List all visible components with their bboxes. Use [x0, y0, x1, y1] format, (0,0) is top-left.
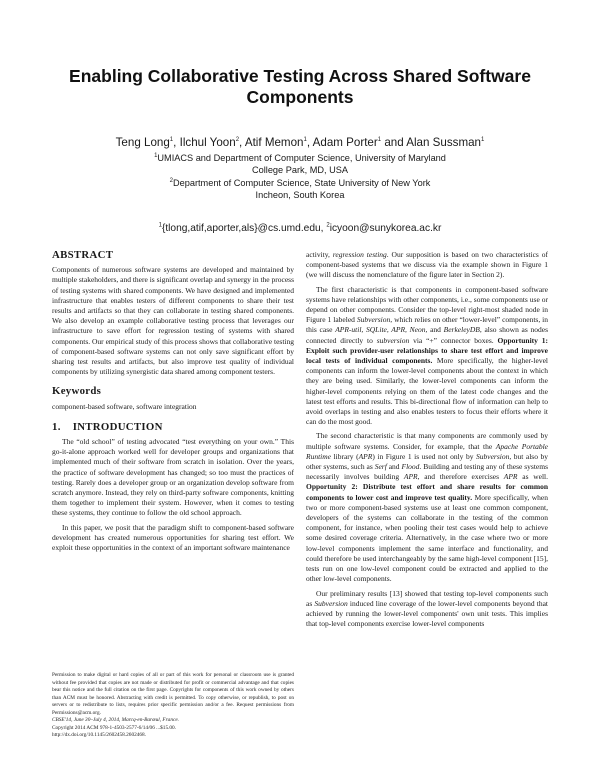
body-paragraph	[306, 250, 548, 281]
body-paragraph	[306, 285, 548, 428]
opportunity-1-statement: Opportunity 1: Exploit such provider-user relationships to share test effort and improve local tests of individual components.	[306, 335, 549, 366]
affiliation-line: Department of Computer Science, State University of New York	[172, 178, 431, 188]
text-run: , but also by other systems, such as	[306, 451, 548, 472]
text-run: , and therefore exercises	[417, 472, 500, 482]
text-run: The second characteristic is that many components are commonly used by multiple software systems. Consider, for example, that the	[306, 431, 548, 451]
text-run: and	[388, 462, 400, 472]
copyright-footnote	[52, 672, 294, 740]
text-run: induced line coverage of the lower-level components beyond that achieved by running the lower-level components' own unit tests. This implies that top-level components exercise lower-level components	[306, 598, 549, 629]
text-run: . Our supposition is based on two characteristics of component-based systems that we discuss via the example shown in Figure 1 (we will discuss the nomenclature of the figure later in Section 2).	[306, 250, 548, 280]
email-superscript: 2	[326, 222, 330, 229]
text-run: and	[430, 325, 441, 335]
author-superscript: 2	[235, 137, 240, 144]
affiliation-2	[60, 178, 540, 201]
text-run: Our preliminary results [13] showed that testing top-level components such as	[306, 588, 548, 608]
text-run-italic: APR-util, SQLite, APR, Neon,	[335, 325, 428, 335]
affiliation-line: UMIACS and Department of Computer Science, University of Maryland	[157, 153, 446, 163]
text-run: via “+” connector boxes.	[413, 335, 494, 345]
author-superscript: 1	[303, 137, 307, 144]
text-run: activity,	[306, 250, 330, 259]
text-run: , which relies on other “lower-level” components, in this case	[306, 315, 548, 335]
keywords-heading: Keywords	[52, 385, 102, 398]
intro-paragraph: The “old school” of testing advocated “test everything on your own.” This go-it-alone approach worked well for developer groups and organizations that implemented much of their software from scratch in isolation. Over the years, the practice of software development has changed; so too must the practices of testing. Rarely does a developer group or an organization develop software from scratch anymore. Instead, they rely on third-party software components, knitting them together to implement their system. However, when it comes to testing these systems, they continue to follow the old school approach.	[52, 437, 294, 518]
paper-title: Enabling Collaborative Testing Across Shared Software Components	[69, 66, 531, 107]
text-run-italic: Subversion	[356, 315, 391, 325]
affiliation-line: Incheon, South Korea	[255, 189, 345, 200]
email-link[interactable]: {tlong,atif,aporter,als}@cs.umd.edu,	[161, 223, 324, 234]
affiliation-1	[60, 153, 540, 176]
text-run: The first characteristic is that components in component-based software systems have relationships with other components, i.e., some components use or depend on other components. Consider the top-level right-most shaded node in Figure 1 labeled	[306, 284, 548, 325]
text-run: . Building and testing any of these systems necessarily involves building	[306, 462, 549, 482]
author-superscript: 1	[169, 137, 174, 144]
permission-notice: Permission to make digital or hard copies of all or part of this work for personal or classroom use is granted without fee provided that copies are not made or distributed for profit or commercial advantage and that copies bear this notice and the full citation on the first page. Copyrights for components of this work owned by others than ACM must be honored. Abstracting with credit is permitted. To copy otherwise, or republish, to post on servers or to redistribute to lists, requires prior specific permission and/or a fee. Request permissions from Permissions@acm.org.	[52, 672, 294, 716]
text-run: More specifically, the higher-level components can inform the lower-level components about the context in which they are being used. Similarly, the lower-level components can inform the higher-level components relying on them of the latest code changes and the latest test efforts and results. This bi-directional flow of information can help to avoid overlaps in testing and also enables testers to focus their efforts where it can do the most good.	[306, 356, 549, 427]
affiliation-superscript: 1	[154, 152, 158, 159]
author-list: Teng Long$^1$, Ilchul Yoon$^2$, Atif Memon$^1$, Adam Porter$^1$ and Alan Sussman$^1$	[115, 136, 485, 149]
author-name: Alan Sussman	[406, 136, 482, 149]
conference-info: CBSE'14, June 30–July 4, 2014, Marcq-en-Barœul, France.	[52, 717, 180, 723]
text-run: , also shown as nodes connected directly to	[306, 325, 548, 345]
section-number: 1.	[52, 420, 61, 433]
text-run-italic: Subversion	[314, 598, 348, 608]
text-run-italic: regression testing	[332, 250, 387, 259]
author-name: Adam Porter	[312, 136, 378, 149]
author-conjunction: and	[384, 136, 404, 149]
text-run: ) in Figure 1 is used not only by	[372, 451, 474, 461]
author-emails	[40, 222, 560, 235]
text-run-italic: APR	[403, 472, 418, 482]
author-superscript: 1	[377, 137, 382, 144]
author-name: Teng Long	[115, 136, 170, 149]
body-paragraph	[306, 431, 548, 584]
author-superscript: 1	[481, 137, 485, 144]
text-run-italic: Flood	[401, 462, 420, 472]
text-run-italic: subversion	[376, 335, 410, 345]
affiliation-superscript: 2	[169, 177, 173, 184]
abstract-heading: ABSTRACT	[52, 249, 114, 261]
opportunity-2-statement: Opportunity 2: Distribute test effort and share results for common components to lower cost and improve test quality.	[306, 482, 548, 502]
text-run-italic: APR	[358, 451, 373, 461]
left-column	[52, 250, 294, 557]
email-superscript: 1	[158, 222, 162, 229]
text-run-italic: Apache Portable Runtime	[306, 441, 548, 461]
email-link[interactable]: icyoon@sunykorea.ac.kr	[329, 223, 442, 234]
keywords-text: component-based software, software integration	[52, 401, 197, 411]
text-run: as well.	[522, 472, 548, 482]
body-paragraph	[306, 589, 548, 630]
text-run: library (	[333, 451, 359, 461]
doi-link[interactable]: http://dx.doi.org/10.1145/2602458.2602468.	[52, 732, 147, 738]
text-run-italic: BerkeleyDB	[443, 325, 480, 335]
copyright-line: Copyright 2014 ACM 978-1-4503-2577-6/14/06 ...$15.00.	[52, 724, 177, 731]
intro-paragraph: In this paper, we posit that the paradigm shift to component-based software development has created numerous opportunities for sharing test effort. We exploit these opportunities in the context of an important software maintenance	[52, 522, 294, 553]
introduction-heading	[52, 422, 294, 432]
abstract-text: Components of numerous software systems are developed and maintained by multiple stakeholders, and there is significant overlap and synergy in the process of testing systems with shared components. We have designed and implemented infrastructure that enables testers of different components to share their test results and artifacts so that they can collaborate in testing shared components. We also develop an example collaborative testing process that leverages our infrastructure to save effort for regression testing of systems with shared components. Our empirical study of this process shows that collaborative testing of component-based software systems can not only save significant effort by sharing test results and artifacts, but also improve test quality of individual components by utilizing synergistic data shared among component testers.	[52, 265, 294, 377]
text-run-italic: APR	[503, 472, 518, 482]
text-run-italic: Serf	[374, 462, 387, 472]
author-name: Atif Memon	[244, 136, 304, 149]
right-column	[306, 250, 548, 633]
text-run-italic: Subversion	[476, 451, 510, 461]
affiliation-line: College Park, MD, USA	[252, 164, 348, 175]
text-run: More specifically, when two or more component-based systems use at least one common component, developers of the systems can collaborate in the testing of the common component, for instance, when pooling their test cases would help to achieve some desired coverage criteria. Alternatively, in the case where two or more low-level components implement the same interface and functionality, and could therefore be used interchangeably by the same high-level component [15], tests run on one low-level component could be extracted and applied to the other low-level components.	[306, 492, 549, 584]
section-title: INTRODUCTION	[72, 420, 163, 433]
author-name: Ilchul Yoon	[179, 136, 236, 149]
